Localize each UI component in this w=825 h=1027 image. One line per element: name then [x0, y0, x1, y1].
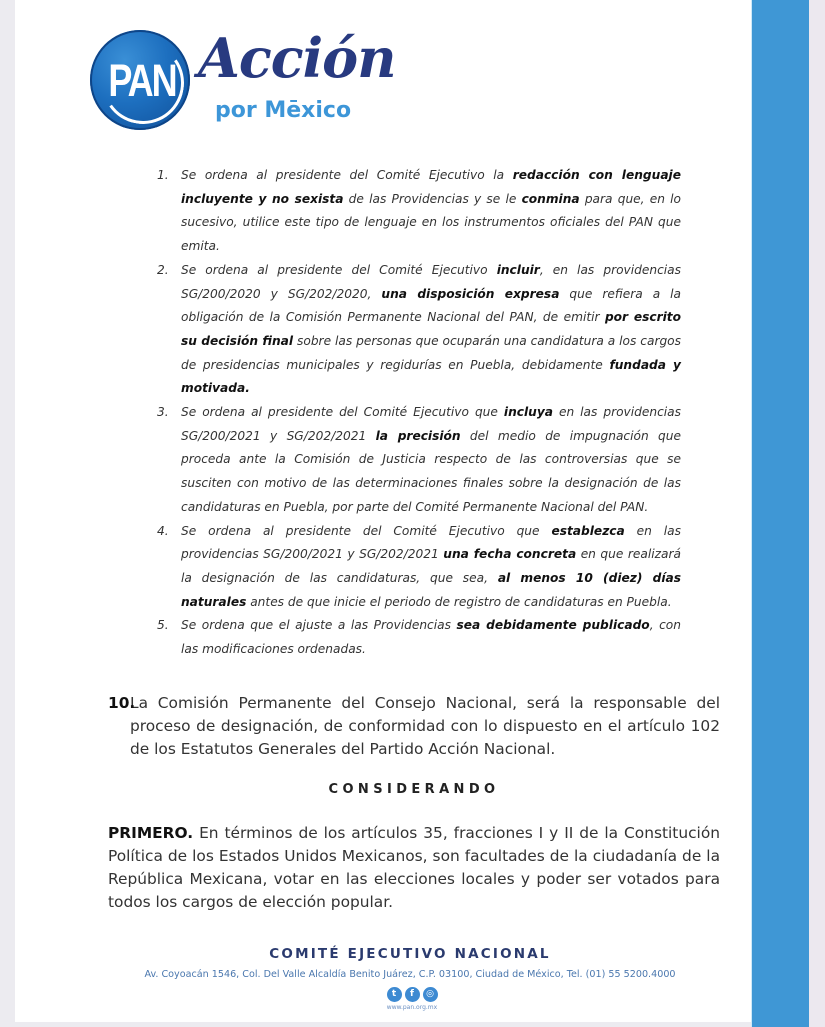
- order-number: 4.: [157, 523, 169, 538]
- order-number: 1.: [157, 168, 169, 182]
- paragraph-text: La Comisión Permanente del Consejo Nacional, será la responsable del proceso de designación, de conformidad con lo dispuesto en el artículo 102 de los Estatutos Generales del Partido Acción Nacional.: [130, 694, 720, 758]
- order-text-segment: Se ordena al presidente del Comité Ejecutivo que: [181, 405, 504, 420]
- order-text: [181, 524, 681, 609]
- order-text-segment: de las Providencias y se le: [343, 191, 522, 206]
- bottom-margin-strip: [0, 1022, 825, 1027]
- emphasis-text: la precisión: [375, 428, 461, 443]
- emphasis-text: una fecha concreta: [443, 547, 577, 562]
- order-text: [181, 263, 681, 396]
- emphasis-text: una disposición expresa: [381, 286, 560, 301]
- order-number: 2.: [157, 262, 169, 277]
- primero-label: PRIMERO.: [108, 824, 194, 842]
- order-text-segment: del medio de impugnación que proceda ante la Comisión de Justicia respecto de las controversias que se susciten con motivo de las determinaciones finales sobre la designación de las candidaturas en Puebla, por parte del Comité Permanente Nacional del PAN.: [181, 428, 681, 514]
- logo-subtitle: por Mēxico: [215, 98, 352, 123]
- right-margin-strip: [809, 0, 825, 1027]
- emphasis-text: incluya: [503, 405, 553, 420]
- order-text-segment: en que realizará la designación de las candidaturas, que sea,: [181, 547, 681, 585]
- pan-logo-badge-icon: [90, 30, 190, 130]
- orders-list: [150, 164, 681, 662]
- order-item: [150, 259, 681, 401]
- order-item: [150, 401, 681, 520]
- order-text: [181, 618, 681, 656]
- footer-title: COMITÉ EJECUTIVO NACIONAL: [269, 946, 551, 962]
- order-text-segment: en las providencias SG/200/2021 y SG/202/2021: [181, 523, 681, 562]
- primero-paragraph: [108, 822, 720, 914]
- decorative-blue-bar: [751, 0, 811, 1027]
- order-text-segment: , con las modificaciones ordenadas.: [181, 618, 681, 657]
- emphasis-text: sea debidamente publicado: [456, 618, 650, 633]
- paragraph-10: [108, 692, 720, 761]
- primero-text: En términos de los artículos 35, fracciones I y II de la Constitución Política de los Estados Unidos Mexicanos, son facultades de la ciudadanía de la República Mexicana, votar en las elecciones locales y poder ser votados para todos los cargos de elección popular.: [108, 824, 720, 911]
- paragraph-number: 10.: [108, 694, 136, 712]
- order-number: 3.: [157, 405, 169, 420]
- order-item: [150, 164, 681, 259]
- emphasis-text: por escrito su decisión final: [181, 310, 681, 348]
- order-text-segment: que refiera a la obligación de la Comisión Permanente Nacional del PAN, de emitir: [181, 286, 681, 325]
- social-icons: [372, 987, 452, 1002]
- emphasis-text: redacción con lenguaje incluyente y no sexista: [181, 168, 681, 206]
- order-text-segment: , en las providencias SG/200/2020 y SG/202/2020,: [181, 262, 681, 301]
- footer-url[interactable]: www.pan.org.mx: [386, 1004, 438, 1011]
- order-text-segment: Se ordena al presidente del Comité Ejecutivo que: [181, 523, 552, 538]
- order-number: 5.: [157, 618, 169, 633]
- section-heading: CONSIDERANDO: [328, 782, 500, 797]
- left-margin-strip: [0, 0, 15, 1027]
- pan-logo: [88, 26, 396, 138]
- order-item: [150, 614, 681, 661]
- twitter-icon[interactable]: t: [387, 987, 402, 1002]
- order-text-segment: antes de que inicie el periodo de registro de candidaturas en Puebla.: [246, 594, 672, 609]
- order-text-segment: Se ordena que el ajuste a las Providencias: [181, 618, 457, 633]
- order-text-segment: Se ordena al presidente del Comité Ejecutivo la: [181, 168, 513, 182]
- emphasis-text: establezca: [551, 523, 625, 538]
- emphasis-text: incluir: [496, 262, 540, 277]
- emphasis-text: al menos 10 (diez) días naturales: [181, 570, 681, 609]
- logo-script-text: Acción: [198, 26, 396, 90]
- order-text-segment: para que, en lo sucesivo, utilice este tipo de lenguaje en los instrumentos oficiales del PAN que emita.: [181, 191, 682, 254]
- order-text-segment: Se ordena al presidente del Comité Ejecutivo: [181, 262, 497, 277]
- facebook-icon[interactable]: f: [405, 987, 420, 1002]
- logo-badge-text: PAN: [108, 54, 176, 106]
- order-item: [150, 520, 681, 615]
- emphasis-text: conmina: [521, 191, 580, 206]
- order-text: [181, 405, 681, 514]
- order-text: [181, 168, 681, 253]
- emphasis-text: fundada y motivada.: [181, 357, 681, 396]
- footer-address: Av. Coyoacán 1546, Col. Del Valle Alcaldía Benito Juárez, C.P. 03100, Ciudad de México, Tel. (01) 55 5200.4000: [144, 969, 676, 980]
- order-text-segment: en las providencias SG/200/2021 y SG/202/2021: [181, 405, 681, 443]
- instagram-icon[interactable]: ◎: [423, 987, 438, 1002]
- order-text-segment: sobre las personas que ocuparán una candidatura a los cargos de presidencias municipales y regidurías en Puebla, debidamente: [181, 333, 681, 372]
